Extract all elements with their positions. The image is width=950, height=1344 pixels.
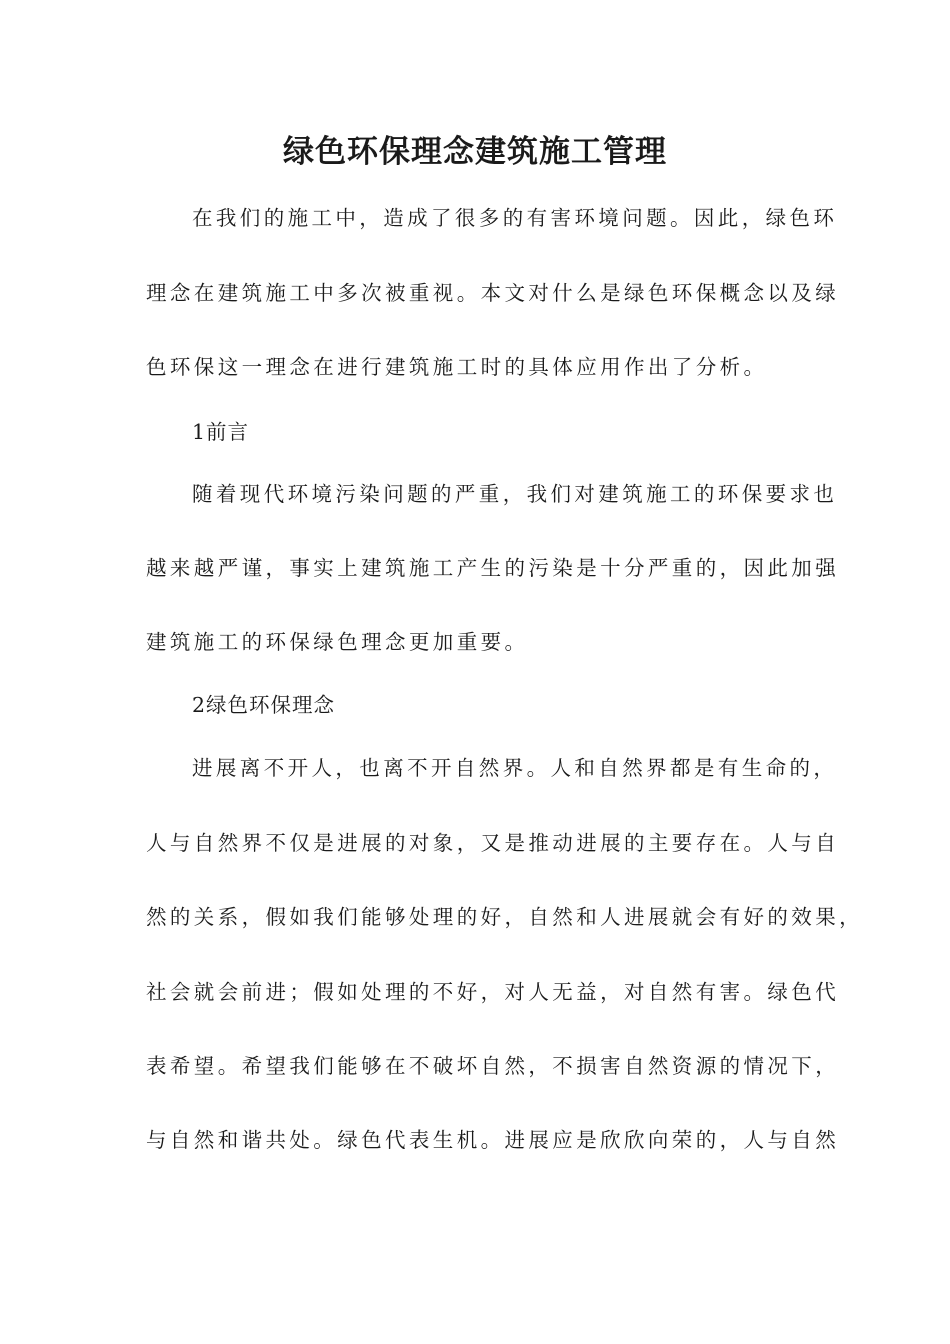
paragraph-line: 表希望。希望我们能够在不破坏自然，不损害自然资源的情况下，	[146, 1054, 840, 1078]
paragraph-line: 建筑施工的环保绿色理念更加重要。	[146, 630, 529, 654]
section-heading: 1前言	[192, 420, 250, 444]
paragraph-line: 理念在建筑施工中多次被重视。本文对什么是绿色环保概念以及绿	[146, 281, 840, 305]
document-title: 绿色环保理念建筑施工管理	[283, 134, 667, 170]
paragraph-line: 随着现代环境污染问题的严重，我们对建筑施工的环保要求也	[192, 482, 838, 506]
paragraph-line: 在我们的施工中，造成了很多的有害环境问题。因此，绿色环	[192, 206, 838, 230]
paragraph-line: 人与自然界不仅是进展的对象，又是推动进展的主要存在。人与自	[146, 831, 840, 855]
paragraph-line: 然的关系，假如我们能够处理的好，自然和人进展就会有好的效果，	[146, 905, 863, 929]
paragraph-line: 进展离不开人，也离不开自然界。人和自然界都是有生命的，	[192, 756, 838, 780]
section-heading: 2绿色环保理念	[192, 693, 336, 717]
paragraph-line: 越来越严谨，事实上建筑施工产生的污染是十分严重的，因此加强	[146, 556, 840, 580]
paragraph-line: 色环保这一理念在进行建筑施工时的具体应用作出了分析。	[146, 355, 768, 379]
paragraph-line: 与自然和谐共处。绿色代表生机。进展应是欣欣向荣的，人与自然	[146, 1128, 840, 1152]
paragraph-line: 社会就会前进；假如处理的不好，对人无益，对自然有害。绿色代	[146, 980, 840, 1004]
